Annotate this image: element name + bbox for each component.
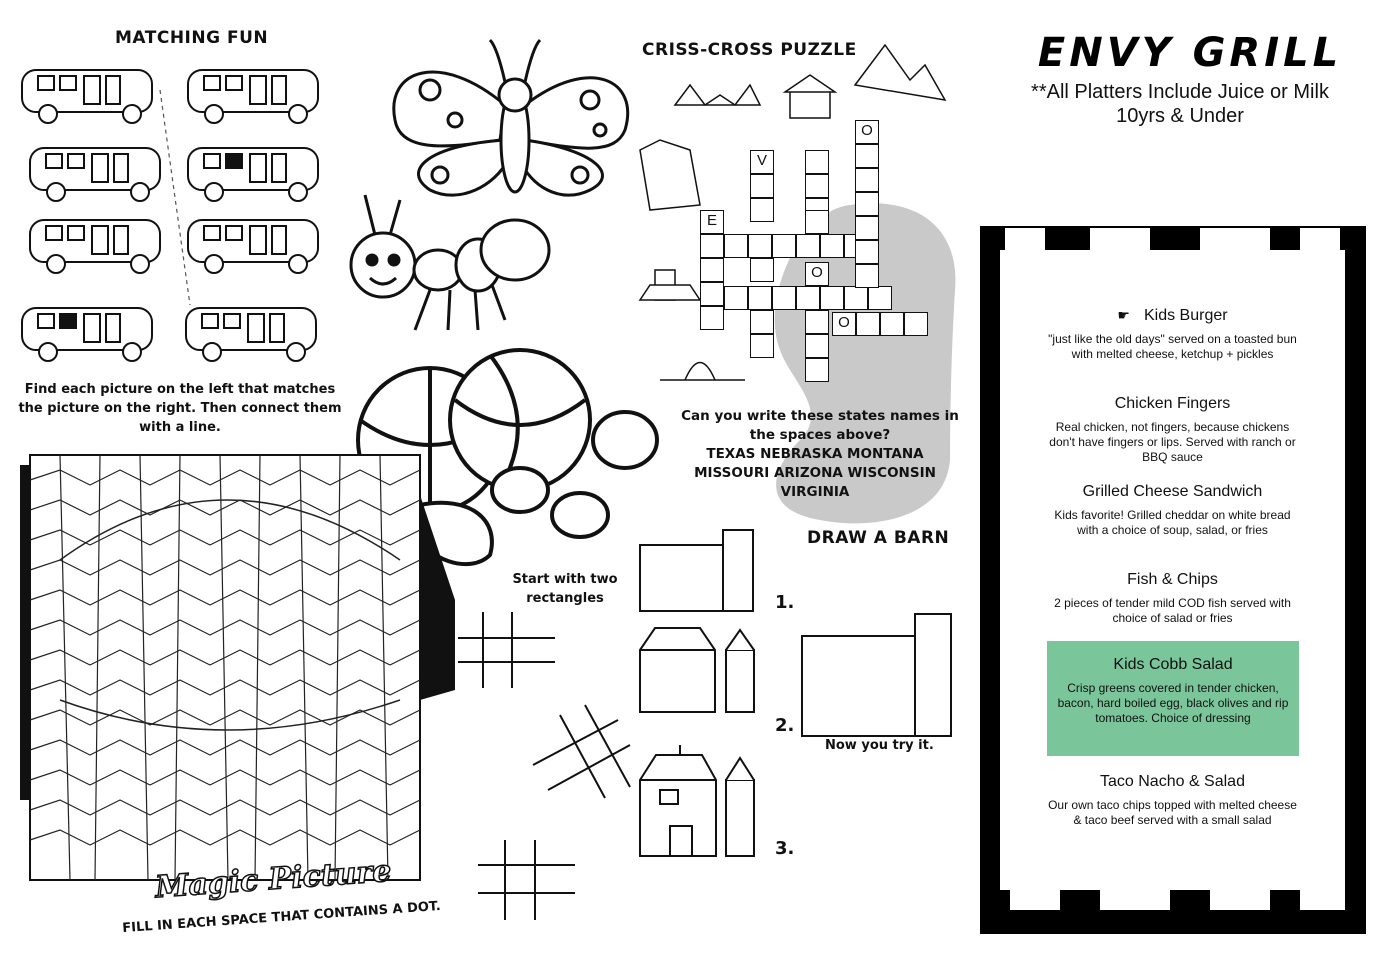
menu-item-desc: Real chicken, not fingers, because chickens don't have fingers or lips. Served with ranch or BBQ sauce [1049,420,1296,464]
restaurant-brand: ENVY GRILL [1037,30,1343,76]
magic-picture-grid [30,455,420,880]
tagline-line-2: 10yrs & Under [1116,105,1244,127]
menu-item-taco-nacho-salad[interactable] [1045,772,1300,828]
butterfly-icon [394,40,628,195]
menu-item-desc: 2 pieces of tender mild COD fish served with choice of salad or fries [1054,596,1291,625]
menu-item-name: Grilled Cheese Sandwich [1082,483,1263,500]
crisscross-question: Can you write these states names in the spaces above? [681,408,959,443]
pointing-hand-icon: ☛ [1117,307,1130,323]
menu-item-desc: "just like the old days" served on a toasted bun with melted cheese, ketchup + pickles [1048,332,1297,361]
states-line-1: TEXAS NEBRASKA MONTANA [706,446,924,462]
barn-title: DRAW A BARN [807,528,950,548]
crossword-cell[interactable]: E [700,210,724,234]
menu-item-desc: Crisp greens covered in tender chicken, bacon, hard boiled egg, black olives and rip tomatoes. Choice of dressing [1057,681,1289,725]
magic-picture-instructions: FILL IN EACH SPACE THAT CONTAINS A DOT. [121,898,442,937]
crossword-cell[interactable]: O [855,120,879,144]
barn-step-2: 2. [775,715,795,736]
crossword-cell[interactable]: O [832,312,856,336]
barn-try-text: Now you try it. [825,738,934,753]
menu-item-grilled-cheese[interactable] [1045,482,1300,538]
barn-drawings [640,530,951,856]
menu-item-name: Taco Nacho & Salad [1100,773,1245,790]
menu-item-kids-cobb-salad[interactable] [1047,641,1299,756]
crisscross-title: CRISS-CROSS PUZZLE [642,40,857,60]
tic-tac-toe-grids [458,612,630,920]
menu-item-chicken-fingers[interactable] [1045,394,1300,465]
ant-icon [351,195,549,330]
states-line-2: MISSOURI ARIZONA WISCONSIN [694,465,936,481]
menu-item-name: Kids Burger [1143,307,1228,324]
states-line-3: VIRGINIA [780,484,850,500]
crossword-cell[interactable]: O [805,262,829,286]
school-bus-icons [22,70,318,361]
menu-item-kids-burger[interactable] [1045,305,1300,362]
matching-instructions: Find each picture on the left that matches the picture on the right. Then connect them with a line. [18,382,342,435]
menu-item-desc: Our own taco chips topped with melted cheese & taco beef served with a small salad [1048,798,1297,827]
menu-item-fish-chips[interactable] [1045,570,1300,626]
tagline-line-1: **All Platters Include Juice or Milk [1031,81,1329,103]
crossword-cell[interactable]: V [750,150,774,174]
menu-item-name: Kids Cobb Salad [1113,656,1233,673]
menu-item-desc: Kids favorite! Grilled cheddar on white bread with a choice of soup, salad, or fries [1054,508,1291,537]
matching-title: MATCHING FUN [115,28,269,48]
barn-step-1: 1. [775,592,795,613]
barn-step-3: 3. [775,838,795,859]
magic-picture-title: Magic Picture [154,853,393,906]
menu-item-name: Chicken Fingers [1114,395,1231,412]
menu-item-name: Fish & Chips [1127,571,1218,588]
barn-start-text: Start with two rectangles [512,572,618,606]
